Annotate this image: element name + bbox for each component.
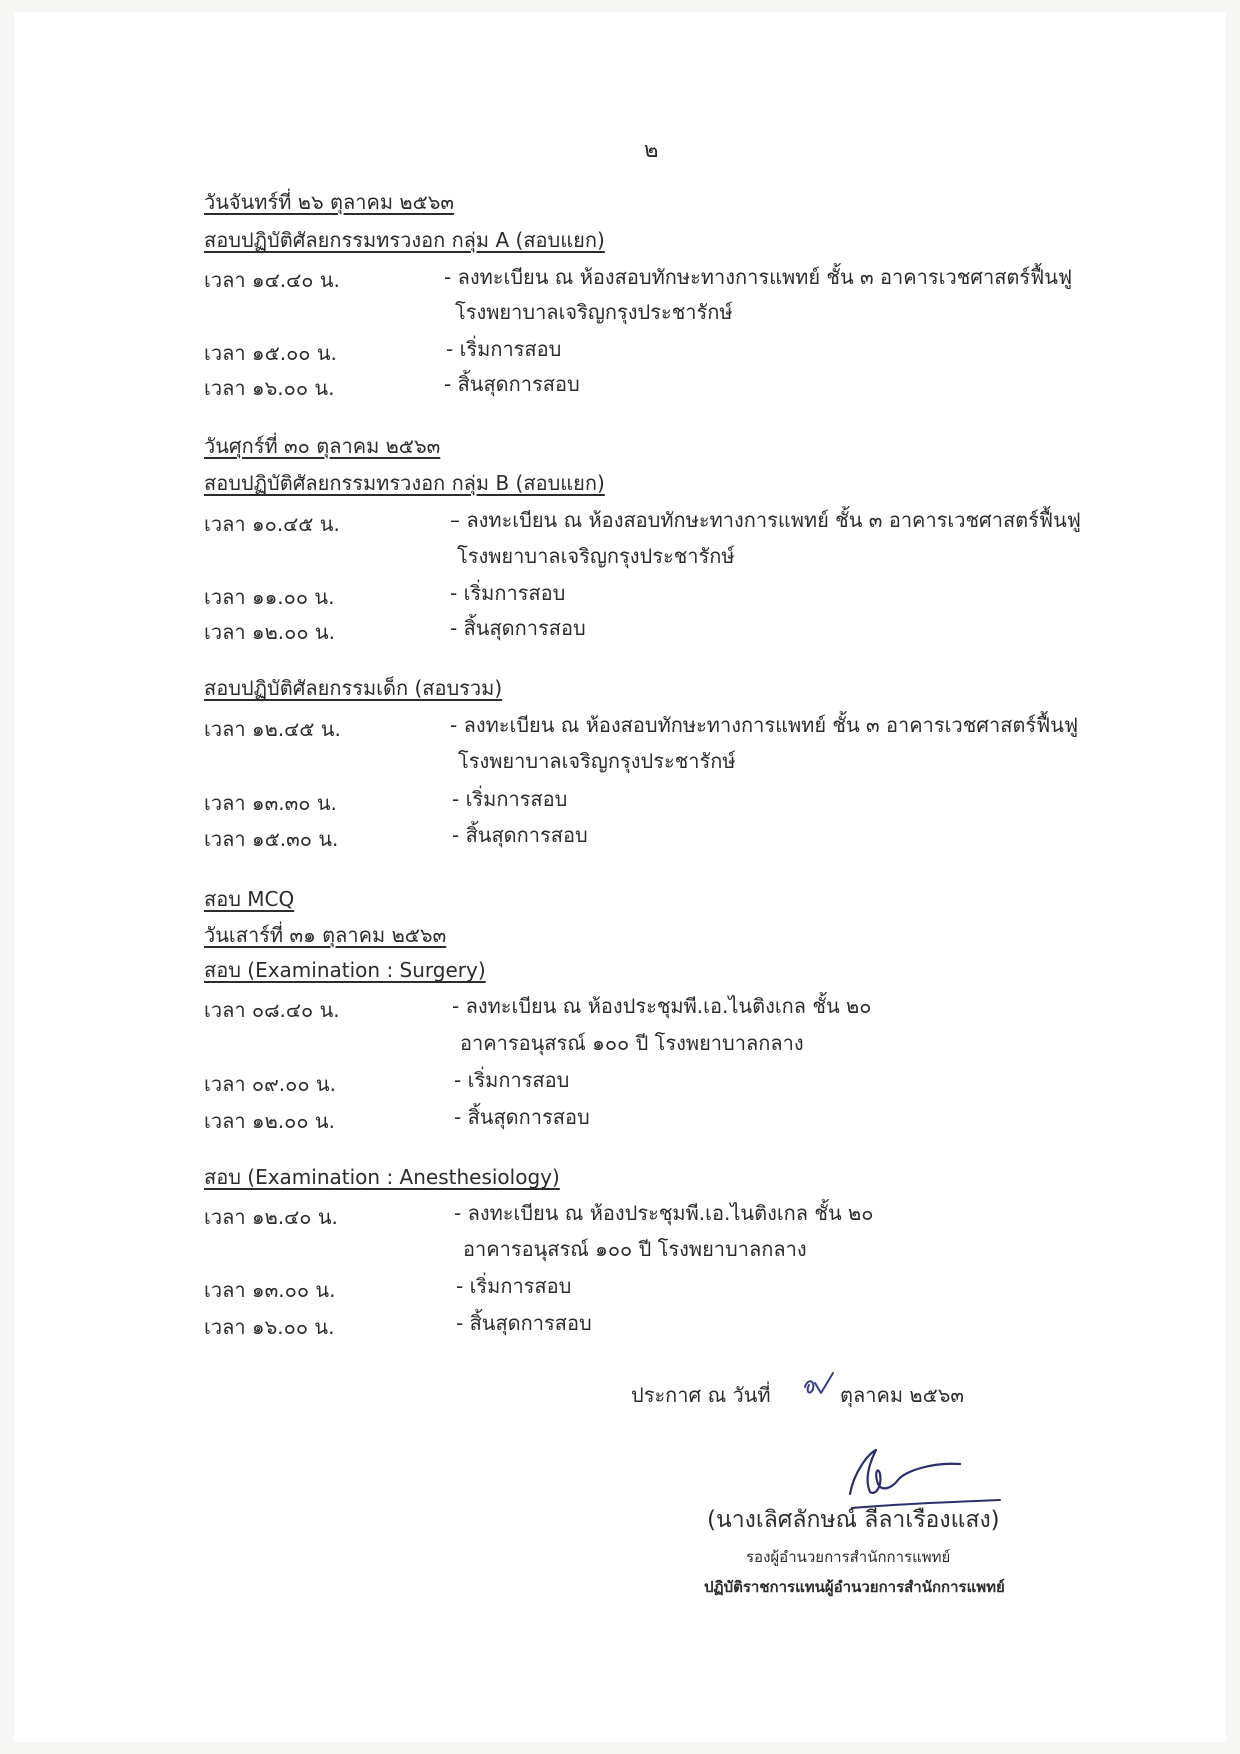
- announcement-prefix: ประกาศ ณ วันที่: [631, 1383, 771, 1407]
- time-label: เวลา ๑๒.๐๐ น.: [204, 620, 335, 644]
- signatory-name: (นางเลิศลักษณ์ ลีลาเรืองแสง): [707, 1507, 1000, 1533]
- time-label: เวลา ๑๒.๔๐ น.: [204, 1205, 338, 1229]
- time-label: เวลา ๑๐.๔๕ น.: [204, 512, 340, 536]
- page-number: ๒: [644, 138, 659, 163]
- signatory-acting-position: ปฏิบัติราชการแทนผู้อำนวยการสำนักการแพทย์: [704, 1578, 1005, 1596]
- date-heading: วันศุกร์ที่ ๓๐ ตุลาคม ๒๕๖๓: [204, 434, 441, 458]
- time-label: เวลา ๑๒.๐๐ น.: [204, 1109, 335, 1133]
- schedule-text: - ลงทะเบียน ณ ห้องประชุมพี.เอ.ไนติงเกล ชั้น ๒๐: [452, 994, 872, 1018]
- date-heading: วันจันทร์ที่ ๒๖ ตุลาคม ๒๕๖๓: [204, 190, 455, 214]
- date-heading: วันเสาร์ที่ ๓๑ ตุลาคม ๒๕๖๓: [204, 923, 447, 947]
- time-label: เวลา ๑๖.๐๐ น.: [204, 376, 335, 400]
- time-label: เวลา ๑๕.๓๐ น.: [204, 827, 339, 851]
- schedule-text: - ลงทะเบียน ณ ห้องสอบทักษะทางการแพทย์ ชั้น ๓ อาคารเวชศาสตร์ฟื้นฟู: [450, 713, 1079, 737]
- schedule-text: - ลงทะเบียน ณ ห้องสอบทักษะทางการแพทย์ ชั้น ๓ อาคารเวชศาสตร์ฟื้นฟู: [444, 265, 1073, 289]
- schedule-text: - สิ้นสุดการสอบ: [450, 616, 586, 640]
- schedule-text: – ลงทะเบียน ณ ห้องสอบทักษะทางการแพทย์ ชั้น ๓ อาคารเวชศาสตร์ฟื้นฟู: [450, 508, 1081, 532]
- schedule-text: - สิ้นสุดการสอบ: [452, 823, 588, 847]
- mcq-heading: สอบ MCQ: [204, 887, 295, 911]
- time-label: เวลา ๐๙.๐๐ น.: [204, 1072, 336, 1096]
- schedule-text: - สิ้นสุดการสอบ: [454, 1105, 590, 1129]
- time-label: เวลา ๑๓.๓๐ น.: [204, 791, 337, 815]
- signatory-position: รองผู้อำนวยการสำนักการแพทย์: [746, 1548, 951, 1566]
- handwritten-day-mark: [801, 1369, 837, 1399]
- section-title: สอบปฏิบัติศัลยกรรมทรวงอก กลุ่ม A (สอบแยก): [204, 228, 605, 252]
- announcement-month-year: ตุลาคม ๒๕๖๓: [840, 1383, 965, 1407]
- time-label: เวลา ๑๑.๐๐ น.: [204, 585, 335, 609]
- time-label: เวลา ๑๔.๔๐ น.: [204, 268, 340, 292]
- time-label: เวลา ๐๘.๔๐ น.: [204, 998, 340, 1022]
- schedule-text: - สิ้นสุดการสอบ: [456, 1311, 592, 1335]
- time-label: เวลา ๑๓.๐๐ น.: [204, 1278, 336, 1302]
- schedule-text-continued: โรงพยาบาลเจริญกรุงประชารักษ์: [455, 300, 733, 324]
- schedule-text-continued: อาคารอนุสรณ์ ๑๐๐ ปี โรงพยาบาลกลาง: [460, 1031, 804, 1055]
- schedule-text-continued: โรงพยาบาลเจริญกรุงประชารักษ์: [458, 749, 736, 773]
- schedule-text: - ลงทะเบียน ณ ห้องประชุมพี.เอ.ไนติงเกล ชั้น ๒๐: [454, 1201, 874, 1225]
- schedule-text: - เริ่มการสอบ: [454, 1068, 570, 1092]
- schedule-text: - เริ่มการสอบ: [450, 581, 566, 605]
- schedule-text-continued: อาคารอนุสรณ์ ๑๐๐ ปี โรงพยาบาลกลาง: [463, 1237, 807, 1261]
- schedule-text: - เริ่มการสอบ: [446, 337, 562, 361]
- section-title: สอบปฏิบัติศัลยกรรมทรวงอก กลุ่ม B (สอบแยก): [204, 471, 605, 495]
- time-label: เวลา ๑๕.๐๐ น.: [204, 341, 337, 365]
- schedule-text-continued: โรงพยาบาลเจริญกรุงประชารักษ์: [457, 544, 735, 568]
- schedule-text: - เริ่มการสอบ: [452, 787, 568, 811]
- schedule-text: - เริ่มการสอบ: [456, 1274, 572, 1298]
- time-label: เวลา ๑๒.๔๕ น.: [204, 717, 341, 741]
- section-title: สอบ (Examination : Surgery): [204, 958, 486, 982]
- schedule-text: - สิ้นสุดการสอบ: [444, 372, 580, 396]
- section-title: สอบปฏิบัติศัลยกรรมเด็ก (สอบรวม): [204, 676, 503, 700]
- section-title: สอบ (Examination : Anesthesiology): [204, 1165, 560, 1189]
- document-page: [14, 12, 1226, 1742]
- time-label: เวลา ๑๖.๐๐ น.: [204, 1315, 335, 1339]
